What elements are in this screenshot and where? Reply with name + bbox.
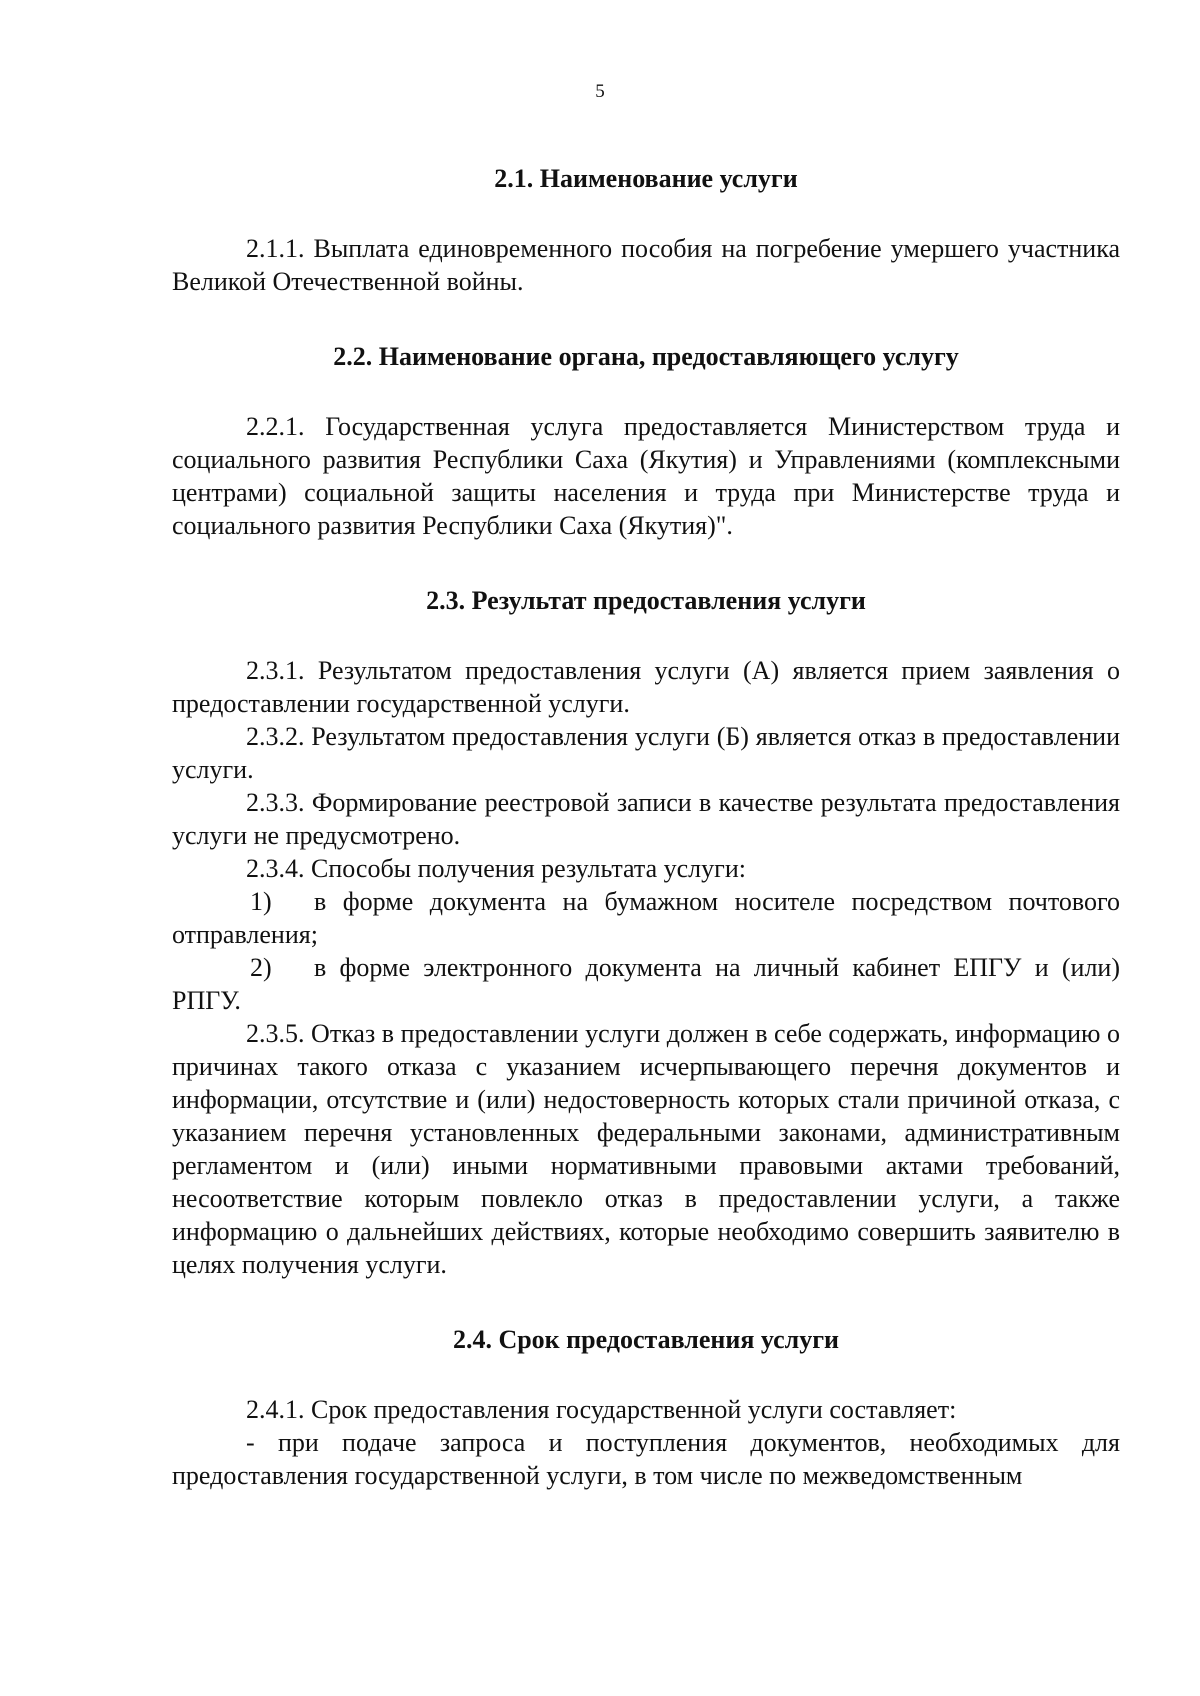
paragraph-2-2-1: 2.2.1. Государственная услуга предоставляется Министерством труда и социального развития Республики Саха (Якутия) и Управлениями (комплексными центрами) социальной защиты населения и труда при Министерстве труда и социального развития Республики Саха (Якутия)". xyxy=(172,412,1120,540)
list-item-2-number: 2) xyxy=(250,953,272,982)
paragraph-2-3-5: 2.3.5. Отказ в предоставлении услуги должен в себе содержать, информацию о причинах такого отказа с указанием исчерпывающего перечня документов и информации, отсутствие и (или) недостоверность которых стали причиной отказа, с указанием перечня установленных федеральными законами, административным регламентом и (или) иными нормативными правовыми актами требований, несоответствие которым повлекло отказ в предоставлении услуги, а также информацию о дальнейших действиях, которые необходимо совершить заявителю в целях получения услуги. xyxy=(172,1019,1120,1279)
paragraph-2-3-3: 2.3.3. Формирование реестровой записи в качестве результата предоставления услуги не предусмотрено. xyxy=(172,788,1120,850)
list-item-1-text: в форме документа на бумажном носителе посредством почтового отправления; xyxy=(172,887,1120,949)
section-heading-2-1: 2.1. Наименование услуги xyxy=(494,164,798,193)
page-number: 5 xyxy=(595,81,605,102)
section-heading-2-3: 2.3. Результат предоставления услуги xyxy=(426,586,866,615)
list-item-2 xyxy=(172,951,1120,1017)
paragraph-2-3-2: 2.3.2. Результатом предоставления услуги (Б) является отказ в предоставлении услуги. xyxy=(172,722,1120,784)
section-heading-2-4: 2.4. Срок предоставления услуги xyxy=(452,1325,840,1354)
document-body xyxy=(172,162,1120,1492)
list-item-2-text: в форме электронного документа на личный кабинет ЕПГУ и (или) РПГУ. xyxy=(172,953,1120,1015)
section-heading-2-2: 2.2. Наименование органа, предоставляющего услугу xyxy=(333,342,959,371)
paragraph-2-4-1-dash: - при подаче запроса и поступления документов, необходимых для предоставления государственной услуги, в том числе по межведомственным xyxy=(172,1428,1120,1490)
list-item-1 xyxy=(172,885,1120,951)
paragraph-2-4-1: 2.4.1. Срок предоставления государственной услуги составляет: xyxy=(246,1395,957,1424)
paragraph-2-1-1: 2.1.1. Выплата единовременного пособия на погребение умершего участника Великой Отечественной войны. xyxy=(172,234,1120,296)
list-item-1-number: 1) xyxy=(250,887,272,916)
paragraph-2-3-4: 2.3.4. Способы получения результата услуги: xyxy=(246,854,746,883)
paragraph-2-3-1: 2.3.1. Результатом предоставления услуги (А) является прием заявления о предоставлении государственной услуги. xyxy=(172,656,1120,718)
